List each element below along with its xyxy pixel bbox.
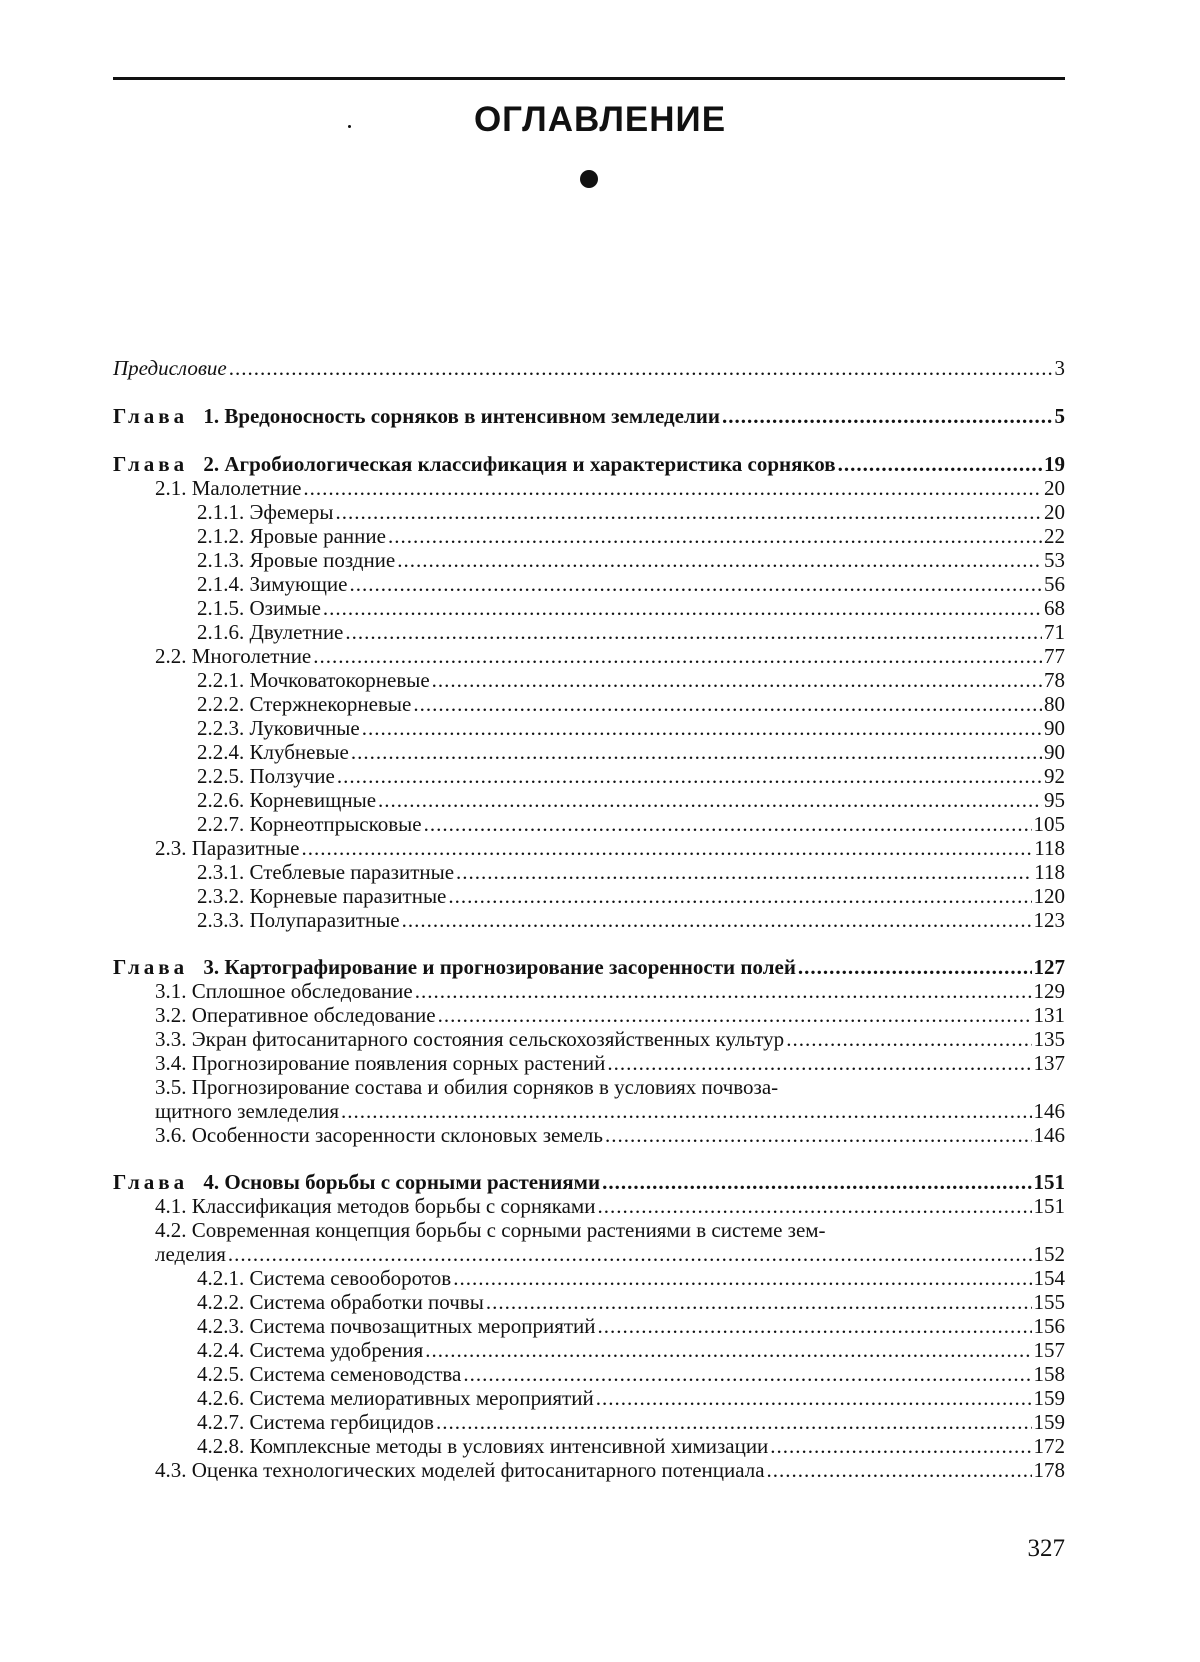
section-number: 4.2.8. (197, 1434, 245, 1458)
section-title: Система обработки почвы (249, 1290, 484, 1314)
leader-dots (303, 476, 1042, 500)
toc-section-continuation[interactable] (113, 1242, 1065, 1266)
toc-subsection[interactable] (113, 860, 1065, 884)
section-title: Классификация методов борьбы с сорняками (191, 1194, 596, 1218)
leader-dots (463, 1362, 1031, 1386)
chapter-label: Глава (113, 955, 189, 979)
toc-section-line[interactable] (113, 1218, 1065, 1242)
leader-dots (345, 620, 1042, 644)
section-title: Комплексные методы в условиях интенсивной химизации (249, 1434, 769, 1458)
section-title: Оценка технологических моделей фитосанитарного потенциала (191, 1458, 765, 1482)
toc-subsection[interactable] (113, 548, 1065, 572)
leader-dots (607, 1051, 1031, 1075)
toc-entry-page: 131 (1033, 1003, 1065, 1027)
leader-dots (456, 860, 1032, 884)
section-title: Система удобрения (249, 1338, 424, 1362)
leader-dots (838, 452, 1042, 476)
top-rule (113, 77, 1065, 80)
section-number: 4.1. (155, 1194, 187, 1218)
section-number: 3.1. (155, 979, 187, 1003)
leader-dots (415, 979, 1032, 1003)
toc-entry-page: 19 (1044, 452, 1065, 476)
toc-section[interactable] (113, 1123, 1065, 1147)
section-number: 2.1.1. (197, 500, 245, 524)
leader-dots (228, 1242, 1032, 1266)
toc-subsection[interactable] (113, 1266, 1065, 1290)
leader-dots (424, 812, 1032, 836)
section-number: 2.1.6. (197, 620, 245, 644)
section-number: 2.3.2. (197, 884, 245, 908)
toc-entry-page: 53 (1044, 548, 1065, 572)
leader-dots (229, 356, 1053, 380)
chapter-number: 2. (203, 452, 220, 476)
toc-subsection[interactable] (113, 908, 1065, 932)
toc-section-line[interactable] (113, 1075, 1065, 1099)
section-title: Сплошное обследование (191, 979, 413, 1003)
toc-subsection[interactable] (113, 692, 1065, 716)
leader-dots (436, 1410, 1032, 1434)
toc-entry-page: 120 (1033, 884, 1065, 908)
leader-dots (598, 1314, 1032, 1338)
section-title: щитного земледелия (155, 1099, 339, 1123)
toc-subsection[interactable] (113, 1314, 1065, 1338)
toc-section[interactable] (113, 1003, 1065, 1027)
section-number: 2.2.3. (197, 716, 245, 740)
leader-dots (597, 1194, 1031, 1218)
section-number: 2.3. (155, 836, 187, 860)
toc-entry-page: 137 (1033, 1051, 1065, 1075)
leader-dots (323, 596, 1042, 620)
section-title: Система мелиоративных мероприятий (249, 1386, 594, 1410)
section-title: Прогнозирование состава и обилия сорняков в условиях почвоза- (191, 1075, 779, 1099)
chapter-title: Картографирование и прогнозирование засоренности полей (224, 955, 796, 979)
leader-dots (448, 884, 1031, 908)
chapter-label: Глава (113, 452, 189, 476)
bullet-ornament (580, 170, 598, 188)
section-title: Зимующие (249, 572, 348, 596)
toc-entry-page: 3 (1054, 356, 1065, 380)
toc-subsection[interactable] (113, 716, 1065, 740)
section-title: Малолетние (191, 476, 302, 500)
toc-entry-title: Предисловие (113, 356, 227, 380)
toc-entry-page: 146 (1033, 1123, 1065, 1147)
chapter-title: Вредоносность сорняков в интенсивном земледелии (224, 404, 720, 428)
toc-entry-page: 151 (1033, 1170, 1065, 1194)
chapter-number: 1. (203, 404, 220, 428)
section-title: Ползучие (249, 764, 335, 788)
toc-subsection[interactable] (113, 1362, 1065, 1386)
section-number: 2.2.2. (197, 692, 245, 716)
leader-dots (397, 548, 1042, 572)
leader-dots (301, 836, 1032, 860)
toc-subsection[interactable] (113, 812, 1065, 836)
toc-chapter-2[interactable] (113, 452, 1065, 476)
section-number: 3.3. (155, 1027, 187, 1051)
section-number: 2.1.3. (197, 548, 245, 572)
leader-dots (770, 1434, 1031, 1458)
leader-dots (425, 1338, 1031, 1362)
section-number: 4.2.3. (197, 1314, 245, 1338)
section-title: Полупаразитные (249, 908, 400, 932)
toc-subsection[interactable] (113, 668, 1065, 692)
chapter-number: 3. (203, 955, 220, 979)
toc-subsection[interactable] (113, 764, 1065, 788)
toc-entry-page: 159 (1033, 1386, 1065, 1410)
section-number: 2.2.1. (197, 668, 245, 692)
section-title: Яровые ранние (249, 524, 386, 548)
section-number: 2.2.5. (197, 764, 245, 788)
section-title: Многолетние (191, 644, 312, 668)
table-of-contents (113, 356, 1065, 1482)
toc-entry-page: 159 (1033, 1410, 1065, 1434)
section-number: 2.2. (155, 644, 187, 668)
section-number: 2.3.1. (197, 860, 245, 884)
section-number: 4.3. (155, 1458, 187, 1482)
toc-entry-page: 56 (1044, 572, 1065, 596)
section-title: Система почвозащитных мероприятий (249, 1314, 596, 1338)
toc-entry-page: 172 (1033, 1434, 1065, 1458)
section-number: 4.2.2. (197, 1290, 245, 1314)
leader-dots (786, 1027, 1031, 1051)
toc-entry-page: 152 (1033, 1242, 1065, 1266)
toc-subsection[interactable] (113, 596, 1065, 620)
toc-subsection[interactable] (113, 1410, 1065, 1434)
toc-entry-page: 123 (1033, 908, 1065, 932)
section-title: Экран фитосанитарного состояния сельскохозяйственных культур (191, 1027, 785, 1051)
section-title: Оперативное обследование (191, 1003, 436, 1027)
leader-dots (453, 1266, 1031, 1290)
section-title: Современная концепция борьбы с сорными растениями в системе зем- (191, 1218, 826, 1242)
section-number: 4.2.6. (197, 1386, 245, 1410)
toc-section[interactable] (113, 1194, 1065, 1218)
chapter-label: Глава (113, 1170, 189, 1194)
toc-chapter-3[interactable] (113, 955, 1065, 979)
toc-subsection[interactable] (113, 500, 1065, 524)
section-number: 4.2.7. (197, 1410, 245, 1434)
toc-entry-preface[interactable] (113, 356, 1065, 380)
section-title: леделия (155, 1242, 226, 1266)
toc-entry-page: 158 (1033, 1362, 1065, 1386)
section-number: 3.6. (155, 1123, 187, 1147)
section-title: Особенности засоренности склоновых земель (191, 1123, 603, 1147)
toc-section[interactable] (113, 1051, 1065, 1075)
page-number: 327 (1027, 1535, 1065, 1562)
toc-chapter-1[interactable] (113, 404, 1065, 428)
leader-dots (341, 1099, 1032, 1123)
section-title: Мочковатокорневые (249, 668, 430, 692)
section-number: 4.2.5. (197, 1362, 245, 1386)
leader-dots (486, 1290, 1032, 1314)
section-number: 2.1.4. (197, 572, 245, 596)
leader-dots (378, 788, 1042, 812)
toc-entry-page: 77 (1044, 644, 1065, 668)
section-number: 4.2. (155, 1218, 187, 1242)
toc-entry-page: 146 (1033, 1099, 1065, 1123)
section-title: Паразитные (191, 836, 300, 860)
toc-entry-page: 151 (1033, 1194, 1065, 1218)
section-title: Стержнекорневые (249, 692, 412, 716)
leader-dots (438, 1003, 1032, 1027)
section-title: Стеблевые паразитные (249, 860, 455, 884)
toc-subsection[interactable] (113, 740, 1065, 764)
section-number: 4.2.4. (197, 1338, 245, 1362)
leader-dots (337, 764, 1042, 788)
section-number: 2.1.2. (197, 524, 245, 548)
toc-section[interactable] (113, 979, 1065, 1003)
toc-entry-page: 92 (1044, 764, 1065, 788)
toc-entry-page: 90 (1044, 716, 1065, 740)
toc-entry-page: 78 (1044, 668, 1065, 692)
leader-dots (336, 500, 1042, 524)
toc-section[interactable] (113, 1458, 1065, 1482)
toc-entry-page: 135 (1033, 1027, 1065, 1051)
toc-subsection[interactable] (113, 1386, 1065, 1410)
page-title: ОГЛАВЛЕНИЕ (473, 100, 727, 139)
toc-subsection[interactable] (113, 1434, 1065, 1458)
chapter-number: 4. (203, 1170, 220, 1194)
chapter-label: Глава (113, 404, 189, 428)
section-title: Двулетние (249, 620, 344, 644)
section-title: Система севооборотов (249, 1266, 452, 1290)
chapter-title: Основы борьбы с сорными растениями (224, 1170, 601, 1194)
leader-dots (313, 644, 1042, 668)
leader-dots (349, 572, 1042, 596)
toc-entry-page: 22 (1044, 524, 1065, 548)
section-title: Яровые поздние (249, 548, 396, 572)
section-title: Прогнозирование появления сорных растений (191, 1051, 606, 1075)
section-number: 2.3.3. (197, 908, 245, 932)
section-title: Клубневые (249, 740, 349, 764)
section-title: Озимые (249, 596, 321, 620)
leader-dots (362, 716, 1042, 740)
toc-subsection[interactable] (113, 524, 1065, 548)
toc-entry-page: 80 (1044, 692, 1065, 716)
toc-entry-page: 155 (1033, 1290, 1065, 1314)
leader-dots (388, 524, 1042, 548)
toc-section[interactable] (113, 836, 1065, 860)
section-title: Система гербицидов (249, 1410, 434, 1434)
toc-entry-page: 129 (1033, 979, 1065, 1003)
leader-dots (413, 692, 1042, 716)
section-number: 3.4. (155, 1051, 187, 1075)
toc-entry-page: 105 (1033, 812, 1065, 836)
section-title: Эфемеры (249, 500, 334, 524)
section-number: 2.1. (155, 476, 187, 500)
toc-chapter-4[interactable] (113, 1170, 1065, 1194)
toc-entry-page: 127 (1033, 955, 1065, 979)
toc-entry-page: 118 (1034, 860, 1065, 884)
toc-entry-page: 71 (1044, 620, 1065, 644)
toc-entry-page: 20 (1044, 476, 1065, 500)
toc-subsection[interactable] (113, 1290, 1065, 1314)
section-title: Корневые паразитные (249, 884, 447, 908)
section-number: 2.2.6. (197, 788, 245, 812)
toc-section[interactable] (113, 1027, 1065, 1051)
section-title: Корневищные (249, 788, 377, 812)
section-number: 3.2. (155, 1003, 187, 1027)
leader-dots (432, 668, 1042, 692)
leader-dots (722, 404, 1053, 428)
leader-dots (596, 1386, 1032, 1410)
toc-entry-page: 178 (1033, 1458, 1065, 1482)
toc-entry-page: 118 (1034, 836, 1065, 860)
section-title: Система семеноводства (249, 1362, 462, 1386)
toc-entry-page: 157 (1033, 1338, 1065, 1362)
section-number: 2.1.5. (197, 596, 245, 620)
toc-entry-page: 5 (1054, 404, 1065, 428)
toc-subsection[interactable] (113, 572, 1065, 596)
toc-subsection[interactable] (113, 788, 1065, 812)
toc-section[interactable] (113, 644, 1065, 668)
toc-entry-page: 90 (1044, 740, 1065, 764)
toc-section[interactable] (113, 476, 1065, 500)
section-title: Луковичные (249, 716, 360, 740)
toc-subsection[interactable] (113, 620, 1065, 644)
section-number: 2.2.4. (197, 740, 245, 764)
leader-dots (602, 1170, 1031, 1194)
section-title: Корнеотпрысковые (249, 812, 422, 836)
toc-entry-page: 154 (1033, 1266, 1065, 1290)
leader-dots (605, 1123, 1032, 1147)
chapter-title: Агробиологическая классификация и характеристика сорняков (224, 452, 836, 476)
leader-dots (767, 1458, 1032, 1482)
leader-dots (798, 955, 1032, 979)
leader-dots (351, 740, 1042, 764)
toc-section-continuation[interactable] (113, 1099, 1065, 1123)
toc-entry-page: 20 (1044, 500, 1065, 524)
section-number: 2.2.7. (197, 812, 245, 836)
toc-entry-page: 95 (1044, 788, 1065, 812)
toc-subsection[interactable] (113, 1338, 1065, 1362)
toc-subsection[interactable] (113, 884, 1065, 908)
leader-dots (402, 908, 1032, 932)
toc-entry-page: 156 (1033, 1314, 1065, 1338)
toc-entry-page: 68 (1044, 596, 1065, 620)
section-number: 3.5. (155, 1075, 187, 1099)
section-number: 4.2.1. (197, 1266, 245, 1290)
